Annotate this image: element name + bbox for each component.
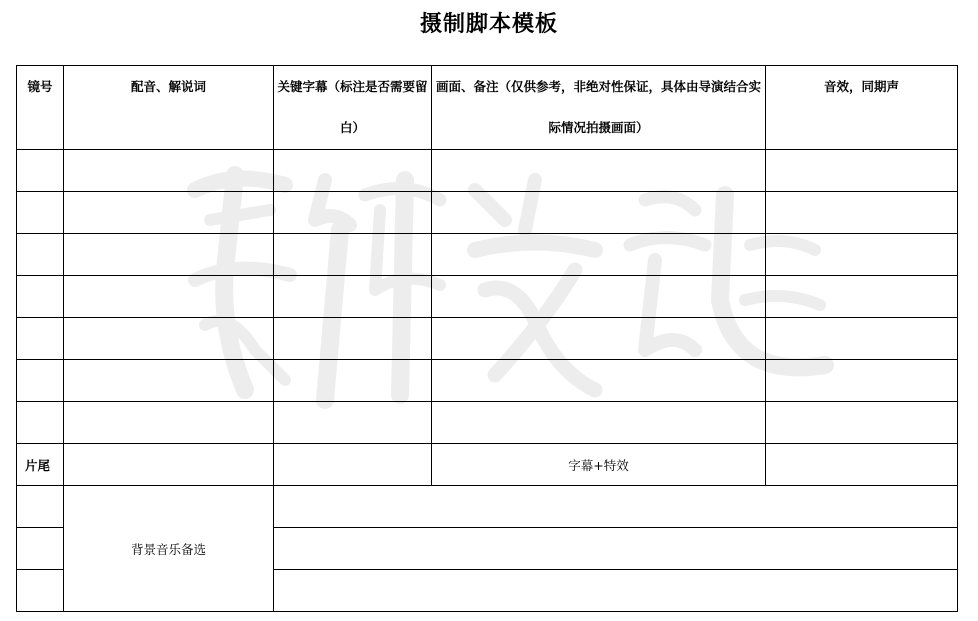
ending-effects: 字幕+特效	[432, 444, 766, 486]
cell-bgm-option[interactable]	[274, 528, 958, 570]
cell-subtitles[interactable]	[274, 360, 432, 402]
table-row	[17, 234, 958, 276]
cell-subtitles[interactable]	[274, 276, 432, 318]
cell-sound[interactable]	[766, 276, 958, 318]
cell-shot-no[interactable]	[17, 150, 64, 192]
cell-subtitles[interactable]	[274, 318, 432, 360]
cell-shot-no[interactable]	[17, 360, 64, 402]
cell-bgm-option[interactable]	[274, 486, 958, 528]
table-row	[17, 192, 958, 234]
cell-voiceover[interactable]	[64, 276, 274, 318]
cell-ending-voiceover[interactable]	[64, 444, 274, 486]
cell-subtitles[interactable]	[274, 234, 432, 276]
table-row	[17, 402, 958, 444]
cell-bgm-option[interactable]	[274, 570, 958, 612]
cell-visuals[interactable]	[432, 360, 766, 402]
cell-shot-no[interactable]	[17, 276, 64, 318]
header-visuals: 画面、备注（仅供参考，非绝对性保证，具体由导演结合实际情况拍摄画面）	[432, 66, 766, 150]
header-subtitles: 关键字幕（标注是否需要留白）	[274, 66, 432, 150]
table-header-row	[17, 66, 958, 150]
script-table	[16, 65, 958, 612]
cell-sound[interactable]	[766, 402, 958, 444]
table-row	[17, 276, 958, 318]
cell-sound[interactable]	[766, 360, 958, 402]
cell-bgm-no[interactable]	[17, 570, 64, 612]
cell-sound[interactable]	[766, 150, 958, 192]
cell-sound[interactable]	[766, 234, 958, 276]
ending-row	[17, 444, 958, 486]
cell-visuals[interactable]	[432, 234, 766, 276]
cell-bgm-no[interactable]	[17, 486, 64, 528]
cell-visuals[interactable]	[432, 276, 766, 318]
cell-shot-no[interactable]	[17, 234, 64, 276]
bgm-row	[17, 486, 958, 528]
cell-shot-no[interactable]	[17, 318, 64, 360]
cell-sound[interactable]	[766, 318, 958, 360]
header-voiceover: 配音、解说词	[64, 66, 274, 150]
cell-voiceover[interactable]	[64, 234, 274, 276]
table-row	[17, 360, 958, 402]
header-sound: 音效，同期声	[766, 66, 958, 150]
cell-shot-no[interactable]	[17, 192, 64, 234]
cell-voiceover[interactable]	[64, 150, 274, 192]
cell-visuals[interactable]	[432, 402, 766, 444]
cell-visuals[interactable]	[432, 192, 766, 234]
cell-visuals[interactable]	[432, 318, 766, 360]
cell-subtitles[interactable]	[274, 150, 432, 192]
cell-sound[interactable]	[766, 192, 958, 234]
cell-subtitles[interactable]	[274, 402, 432, 444]
page-title: 摄制脚本模板	[419, 12, 558, 37]
bgm-label: 背景音乐备选	[64, 486, 274, 612]
ending-label: 片尾	[17, 444, 64, 486]
cell-visuals[interactable]	[432, 150, 766, 192]
cell-voiceover[interactable]	[64, 192, 274, 234]
table-row	[17, 150, 958, 192]
cell-voiceover[interactable]	[64, 402, 274, 444]
cell-ending-sound[interactable]	[766, 444, 958, 486]
cell-bgm-no[interactable]	[17, 528, 64, 570]
cell-voiceover[interactable]	[64, 318, 274, 360]
header-shot-no: 镜号	[17, 66, 64, 150]
cell-voiceover[interactable]	[64, 360, 274, 402]
cell-subtitles[interactable]	[274, 192, 432, 234]
table-row	[17, 318, 958, 360]
cell-shot-no[interactable]	[17, 402, 64, 444]
cell-ending-subtitles[interactable]	[274, 444, 432, 486]
